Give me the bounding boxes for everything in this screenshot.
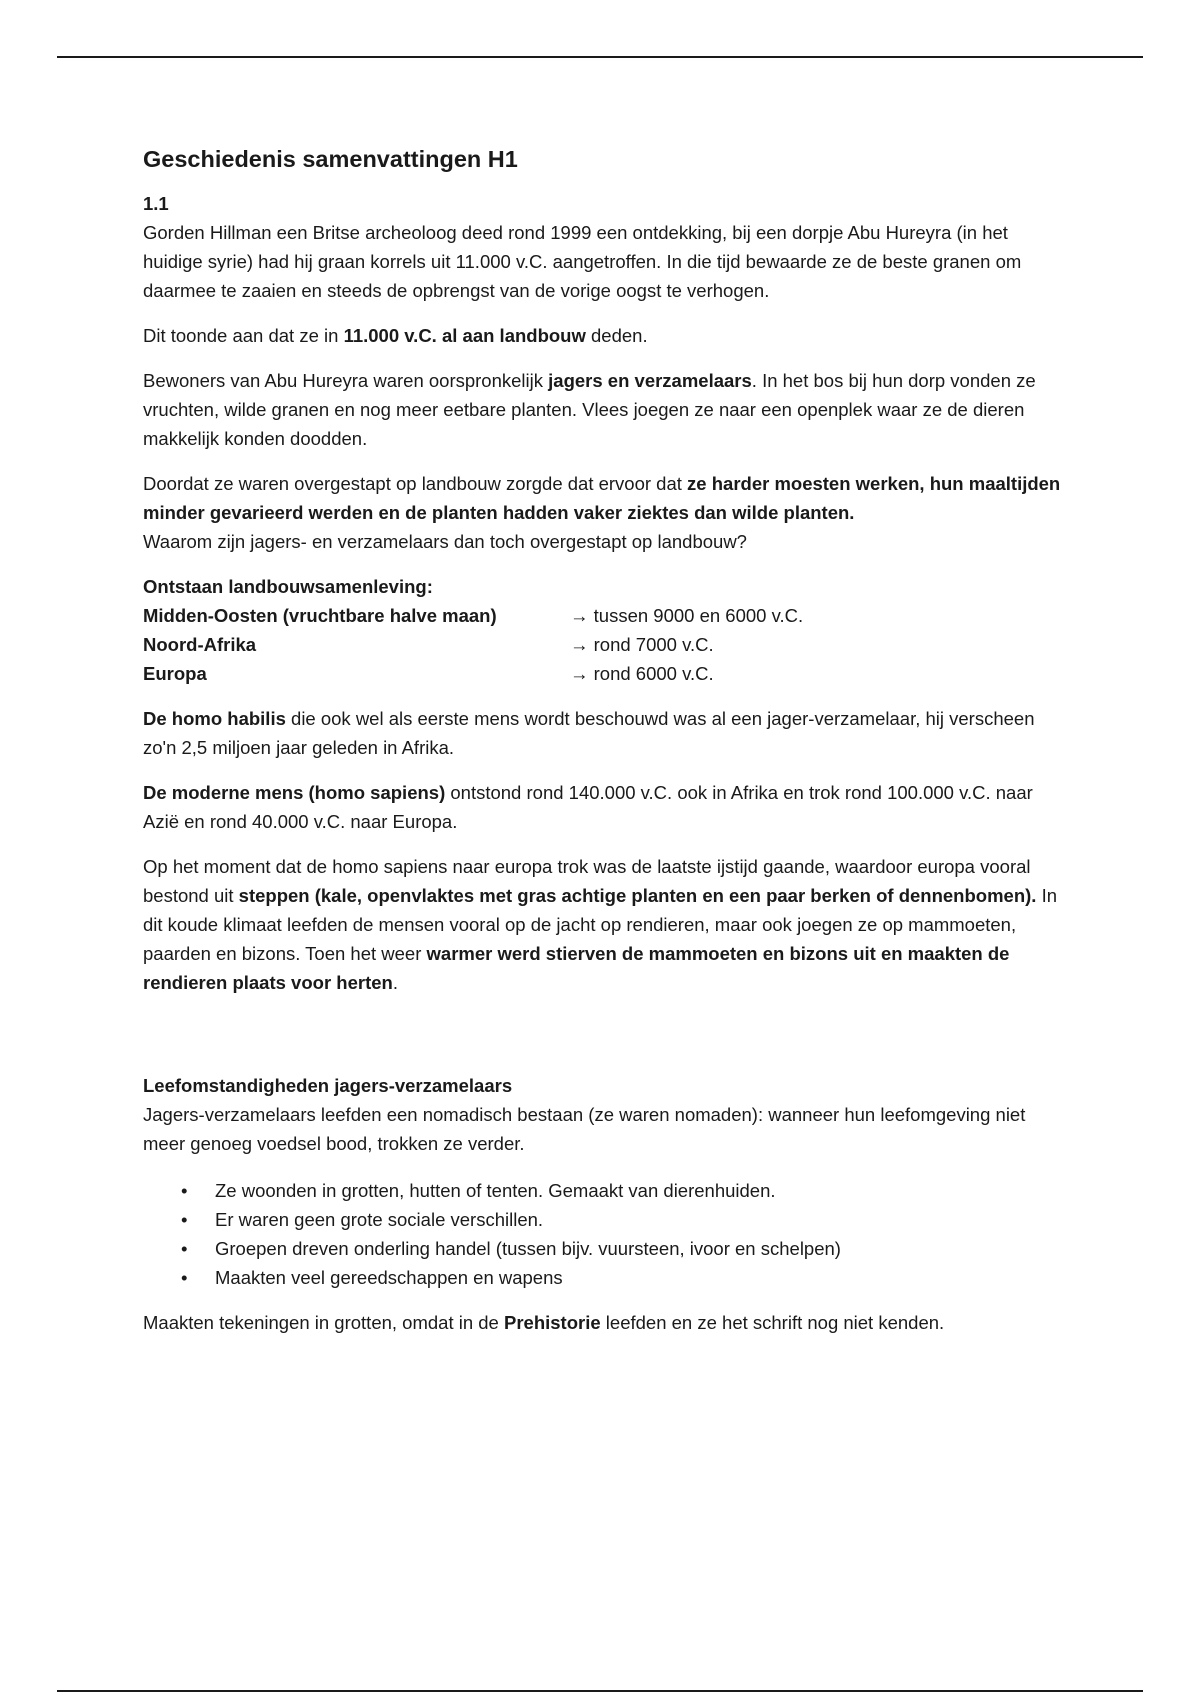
text-run: Maakten tekeningen in grotten, omdat in de: [143, 1312, 504, 1333]
list-item-text: Ze woonden in grotten, hutten of tenten. Gemaakt van dierenhuiden.: [215, 1180, 776, 1201]
top-rule: [57, 56, 1143, 58]
bottom-rule: [57, 1690, 1143, 1692]
document-page: [143, 142, 1063, 1353]
paragraph-inhabitants: [143, 366, 1063, 453]
origins-region: Midden-Oosten (vruchtbare halve maan): [143, 605, 497, 626]
paragraph-cave-drawings: [143, 1308, 1063, 1337]
bold-run: jagers en verzamelaars: [548, 370, 752, 391]
document-title: Geschiedenis samenvattingen H1: [143, 146, 518, 172]
origins-region: Europa: [143, 663, 207, 684]
origins-heading: Ontstaan landbouwsamenleving:: [143, 576, 433, 597]
bold-run: Prehistorie: [504, 1312, 601, 1333]
text-run: Dit toonde aan dat ze in: [143, 325, 344, 346]
text-run: . In het bos bij hun dorp vonden ze vruchten, wilde granen en nog meer eetbare planten. Vlees joegen ze naar een openplek waar ze de dieren makkelijk konden doodden.: [143, 370, 1036, 449]
origins-row: [143, 601, 1063, 630]
text-run: .: [392, 972, 398, 993]
list-item: [143, 1176, 1063, 1205]
list-item: [143, 1263, 1063, 1292]
text-run: leefden en ze het schrift nog niet kenden.: [600, 1312, 945, 1333]
living-text: Jagers-verzamelaars leefden een nomadisch bestaan (ze waren nomaden): wanneer hun leefomgeving niet meer genoeg voedsel bood, trokken ze verder.: [143, 1104, 1026, 1154]
list-item: [143, 1234, 1063, 1263]
paragraph-homo-habilis: [143, 704, 1063, 762]
section-number: 1.1: [143, 193, 169, 214]
list-item: [143, 1205, 1063, 1234]
bold-run: ze harder moesten werken, hun maaltijden minder gevarieerd werden en de planten hadden vaker ziektes dan wilde planten.: [143, 473, 1061, 523]
text-run: Bewoners van Abu Hureyra waren oorspronkelijk: [143, 370, 549, 391]
bold-run: De moderne mens (homo sapiens): [143, 782, 446, 803]
list-item-text: Er waren geen grote sociale verschillen.: [215, 1209, 544, 1230]
living-heading: Leefomstandigheden jagers-verzamelaars: [143, 1075, 513, 1096]
text-run: Op het moment dat de homo sapiens naar europa trok was de laatste ijstijd gaande, waardoor europa vooral bestond uit: [143, 856, 1031, 906]
text-run: deden.: [585, 325, 648, 346]
vertical-spacer: [143, 1013, 1063, 1071]
text-run: die ook wel als eerste mens wordt beschouwd was al een jager-verzamelaar, hij verscheen zo'n 2,5 miljoen jaar geleden in Afrika.: [143, 708, 1035, 758]
origins-row: [143, 630, 1063, 659]
living-bullet-list: [143, 1176, 1063, 1292]
text-run: In dit koude klimaat leefden de mensen vooral op de jacht op rendieren, maar ook joegen ze op mammoeten, paarden en bizons. Toen het weer: [143, 885, 1058, 964]
origins-period: → tussen 9000 en 6000 v.C.: [570, 605, 804, 626]
origins-region: Noord-Afrika: [143, 634, 257, 655]
list-item-text: Maakten veel gereedschappen en wapens: [215, 1267, 563, 1288]
paragraph-consequences: [143, 469, 1063, 556]
origins-table: [143, 572, 1063, 688]
bullet-icon: •: [181, 1180, 188, 1201]
list-item-text: Groepen dreven onderling handel (tussen bijv. vuursteen, ivoor en schelpen): [215, 1238, 841, 1259]
bullet-icon: •: [181, 1267, 188, 1288]
bold-run: 11.000 v.C. al aan landbouw: [343, 325, 586, 346]
paragraph-homo-sapiens: [143, 778, 1063, 836]
text-run: ontstond rond 140.000 v.C. ook in Afrika en trok rond 100.000 v.C. naar Azië en rond 40.000 v.C. naar Europa.: [143, 782, 1033, 832]
paragraph-discovery: Gorden Hillman een Britse archeoloog deed rond 1999 een ontdekking, bij een dorpje Abu Hureyra (in het huidige syrie) had hij graan korrels uit 11.000 v.C. aangetroffen. In die tijd bewaarde ze de beste granen om daarmee te zaaien en steeds de opbrengst van de vorige oogst te verhogen.: [143, 222, 1022, 301]
bold-run: steppen (kale, openvlaktes met gras achtige planten en een paar berken of dennenbomen).: [238, 885, 1037, 906]
origins-period: → rond 6000 v.C.: [570, 663, 714, 684]
paragraph-ice-age: [143, 852, 1063, 997]
question-line: Waarom zijn jagers- en verzamelaars dan toch overgestapt op landbouw?: [143, 531, 747, 552]
bold-run: De homo habilis: [143, 708, 286, 729]
paragraph-agriculture-date: [143, 321, 1063, 350]
origins-row: [143, 659, 1063, 688]
text-run: Doordat ze waren overgestapt op landbouw zorgde dat ervoor dat: [143, 473, 688, 494]
origins-period: → rond 7000 v.C.: [570, 634, 714, 655]
bullet-icon: •: [181, 1238, 188, 1259]
bullet-icon: •: [181, 1209, 188, 1230]
bold-run: warmer werd stierven de mammoeten en bizons uit en maakten de rendieren plaats voor herten: [143, 943, 1010, 993]
